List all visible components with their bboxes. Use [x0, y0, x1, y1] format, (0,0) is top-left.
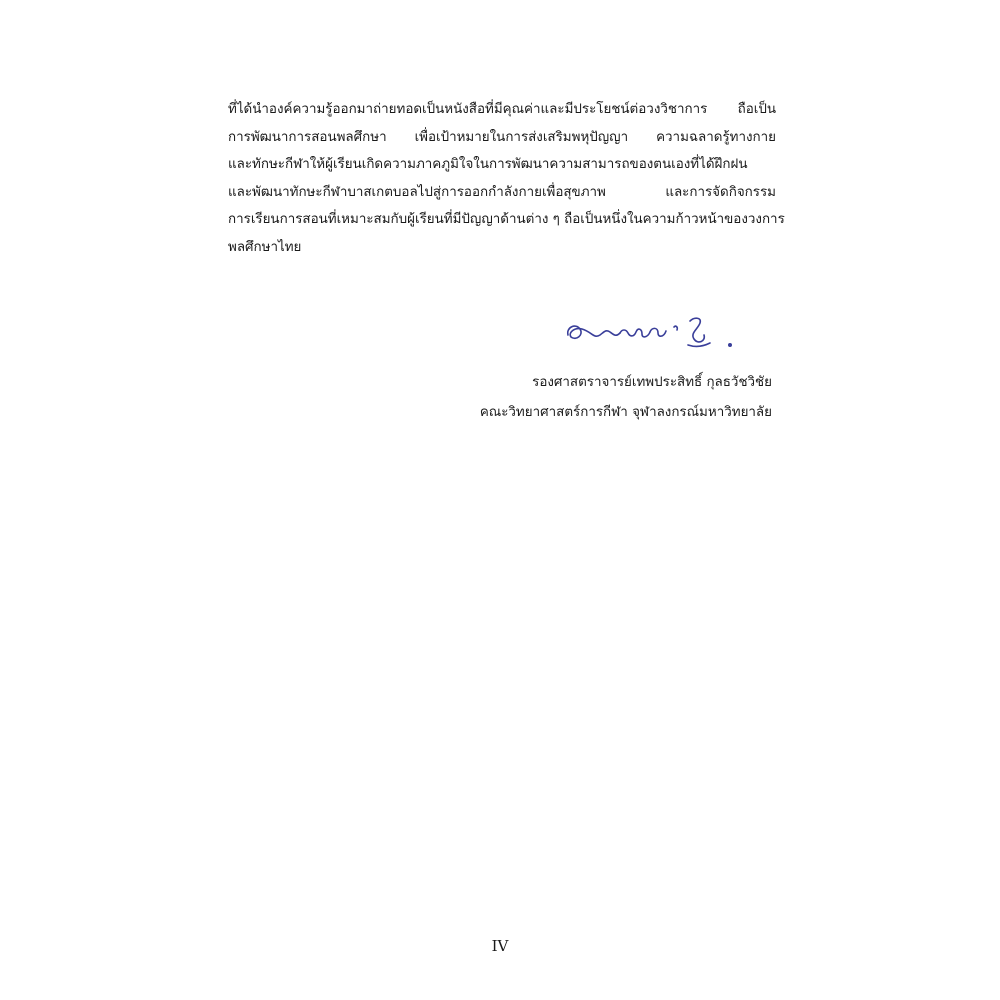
paragraph-line: ที่ได้นำองค์ความรู้ออกมาถ่ายทอดเป็นหนังสือที่มีคุณค่าและมีประโยชน์ต่อวงวิชาการ ถือเป็น: [228, 102, 776, 117]
body-paragraph: [228, 96, 785, 261]
signatory-affiliation: คณะวิทยาศาสตร์การกีฬา จุฬาลงกรณ์มหาวิทยาลัย: [479, 405, 772, 420]
paragraph-line: พลศึกษาไทย: [228, 239, 302, 255]
handwritten-signature: [562, 305, 742, 365]
paragraph-line: และพัฒนาทักษะกีฬาบาสเกตบอลไปสู่การออกกำลังกายเพื่อสุขภาพ และการจัดกิจกรรม: [228, 184, 776, 200]
signature-block: [480, 368, 772, 428]
page-number: IV: [491, 937, 509, 955]
signatory-name: รองศาสตราจารย์เทพประสิทธิ์ กุลธวัชวิชัย: [532, 375, 772, 390]
paragraph-line: การพัฒนาการสอนพลศึกษา เพื่อเป้าหมายในการส่งเสริมพหุปัญญา ความฉลาดรู้ทางกาย: [228, 129, 776, 145]
paragraph-line: การเรียนการสอนที่เหมาะสมกับผู้เรียนที่มีปัญญาด้านต่าง ๆ ถือเป็นหนึ่งในความก้าวหน้าของวงการ: [228, 212, 785, 227]
paragraph-line: และทักษะกีฬาให้ผู้เรียนเกิดความภาคภูมิใจในการพัฒนาความสามารถของตนเองที่ได้ฝึกฝน: [228, 157, 748, 172]
